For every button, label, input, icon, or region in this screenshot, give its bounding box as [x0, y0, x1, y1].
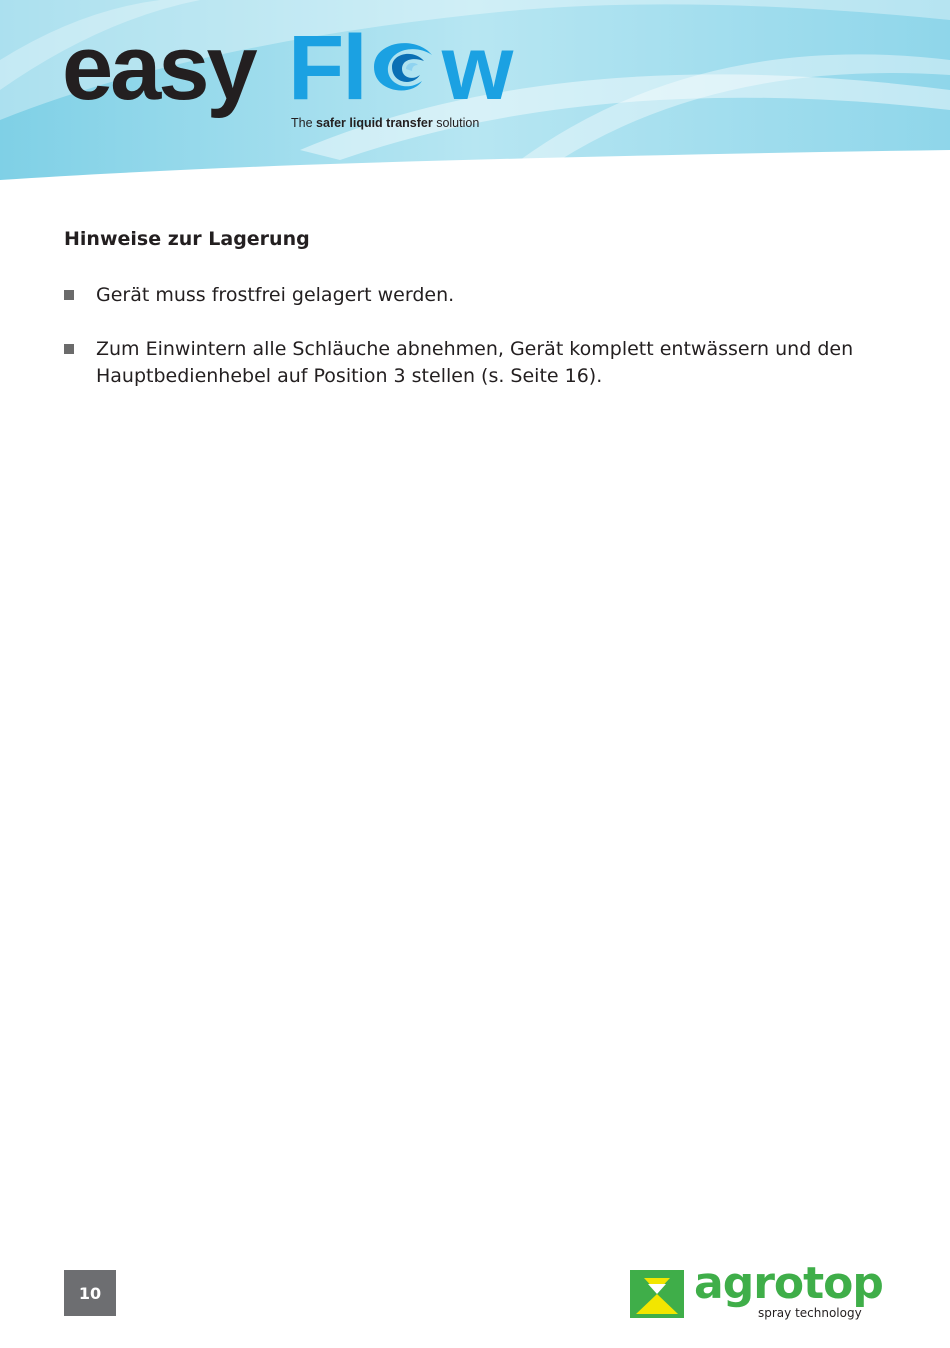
- agrotop-wordmark: agrotop: [694, 1258, 883, 1309]
- logo-flow-prefix: Fl: [288, 17, 366, 119]
- header-banner: [0, 0, 950, 185]
- page-number: 10: [64, 1270, 116, 1316]
- wave-icon: [366, 31, 442, 103]
- agrotop-tagline: spray technology: [758, 1306, 862, 1320]
- list-item: [64, 336, 884, 390]
- logo-flow-suffix: w: [441, 17, 512, 119]
- tagline-bold: safer liquid transfer: [316, 116, 433, 130]
- section-heading: Hinweise zur Lagerung: [64, 228, 310, 250]
- logo-easy-text: easy: [62, 17, 255, 119]
- agrotop-logo: [630, 1258, 890, 1324]
- list-item-text: Zum Einwintern alle Schläuche abnehmen, Gerät komplett entwässern und den Hauptbedienhebel auf Position 3 stellen (s. Seite 16).: [96, 338, 854, 387]
- tagline-post: solution: [432, 116, 480, 130]
- list-item: [64, 282, 884, 309]
- bullet-square-icon: [64, 344, 74, 354]
- tagline-pre: The: [291, 116, 317, 130]
- bullet-list: [64, 282, 884, 417]
- logo-tagline: [291, 116, 479, 130]
- bullet-square-icon: [64, 290, 74, 300]
- logo-flow-text: [288, 17, 512, 119]
- agrotop-mark-icon: [630, 1270, 684, 1318]
- list-item-text: Gerät muss frostfrei gelagert werden.: [96, 284, 455, 306]
